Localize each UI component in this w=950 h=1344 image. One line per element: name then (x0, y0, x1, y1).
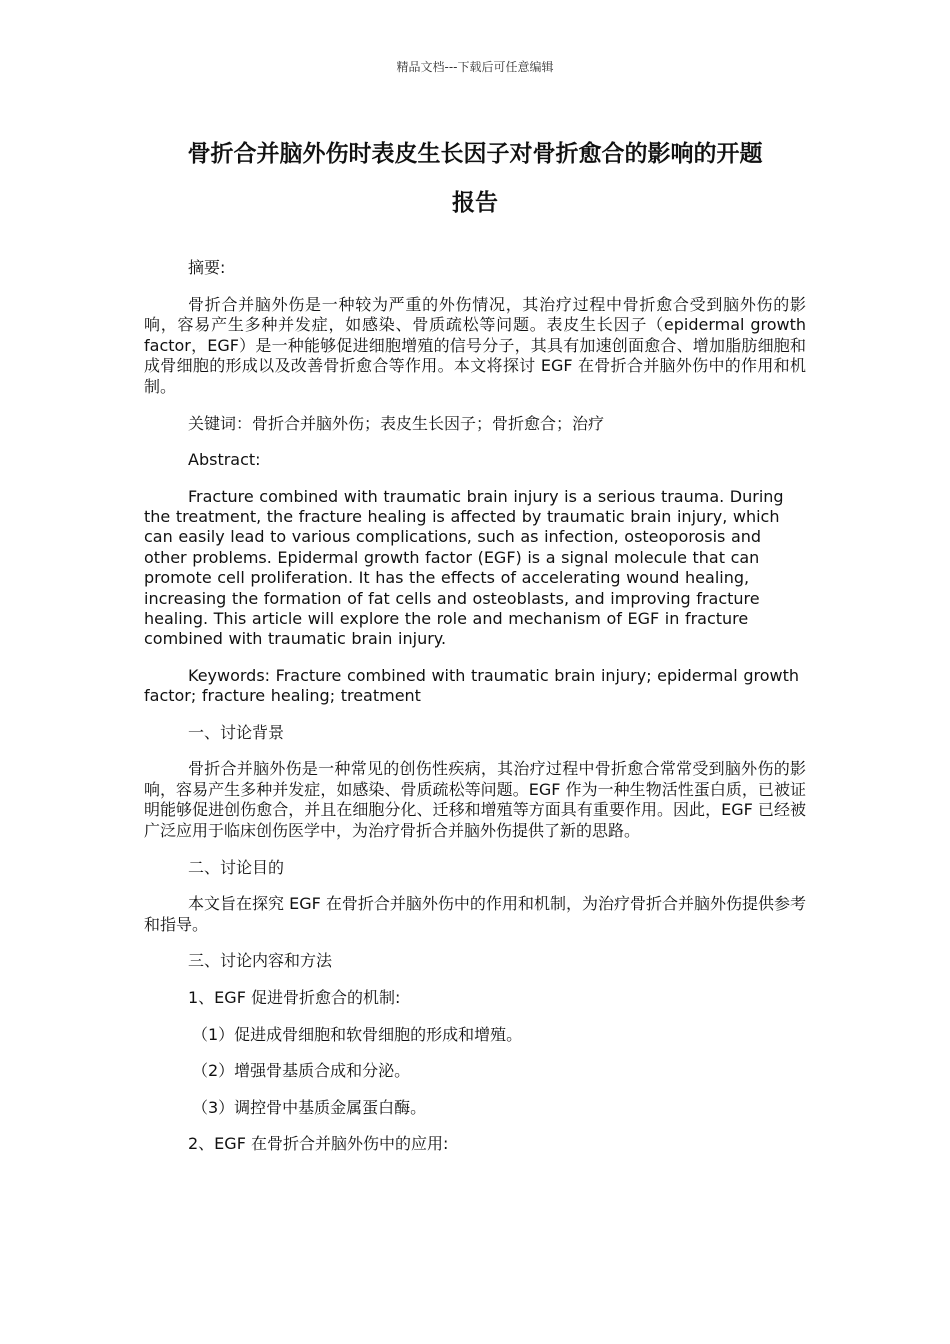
section-2-body: 本文旨在探究 EGF 在骨折合并脑外伤中的作用和机制，为治疗骨折合并脑外伤提供参考和指导。 (144, 894, 806, 934)
item-1-heading: 1、EGF 促进骨折愈合的机制: (188, 987, 401, 1007)
abstract-body: 骨折合并脑外伤是一种较为严重的外伤情况，其治疗过程中骨折愈合受到脑外伤的影响，容易产生多种并发症，如感染、骨质疏松等问题。表皮生长因子（epidermal growth factor，EGF）是一种能够促进细胞增殖的信号分子，其具有加速创面愈合、增加脂肪细胞和成骨细胞的形成以及改善骨折愈合等作用。本文将探讨 EGF 在骨折合并脑外伤中的作用和机制。 (144, 294, 806, 396)
document-title-line-2: 报告 (452, 190, 498, 216)
abstract-en-label: Abstract: (188, 450, 261, 470)
document-body (144, 258, 806, 1171)
item-2-heading: 2、EGF 在骨折合并脑外伤中的应用: (188, 1134, 449, 1154)
section-3-heading: 三、讨论内容和方法 (188, 951, 333, 971)
document-title (140, 130, 810, 228)
keywords-cn: 关键词：骨折合并脑外伤；表皮生长因子；骨折愈合；治疗 (188, 413, 605, 433)
keywords-en: Keywords: Fracture combined with traumatic brain injury; epidermal growth factor; fracture healing; treatment (144, 665, 799, 706)
item-1-point-1: （1）促进成骨细胞和软骨细胞的形成和增殖。 (192, 1024, 523, 1044)
section-2-heading: 二、讨论目的 (188, 857, 285, 877)
abstract-en-body: Fracture combined with traumatic brain injury is a serious trauma. During the treatment, the fracture healing is affected by traumatic brain injury, which can easily lead to various complications, such as infection, osteoporosis and other problems. Epidermal growth factor (EGF) is a signal molecule that can promote cell proliferation. It has the effects of accelerating wound healing, increasing the formation of fat cells and osteoblasts, and improving fracture healing. This article will explore the role and mechanism of EGF in fracture combined with traumatic brain injury. (144, 486, 784, 649)
abstract-label: 摘要: (188, 258, 226, 277)
document-title-line-1: 骨折合并脑外伤时表皮生长因子对骨折愈合的影响的开题 (187, 141, 763, 167)
header-watermark: 精品文档---下载后可任意编辑 (396, 60, 554, 74)
section-1-body: 骨折合并脑外伤是一种常见的创伤性疾病，其治疗过程中骨折愈合常常受到脑外伤的影响，容易产生多种并发症，如感染、骨质疏松等问题。EGF 作为一种生物活性蛋白质，已被证明能够促进创伤愈合，并且在细胞分化、迁移和增殖等方面具有重要作用。因此，EGF 已经被广泛应用于临床创伤医学中，为治疗骨折合并脑外伤提供了新的思路。 (144, 759, 806, 840)
item-1-point-3: （3）调控骨中基质金属蛋白酶。 (192, 1097, 427, 1117)
section-1-heading: 一、讨论背景 (188, 722, 285, 742)
item-1-point-2: （2）增强骨基质合成和分泌。 (192, 1061, 411, 1081)
